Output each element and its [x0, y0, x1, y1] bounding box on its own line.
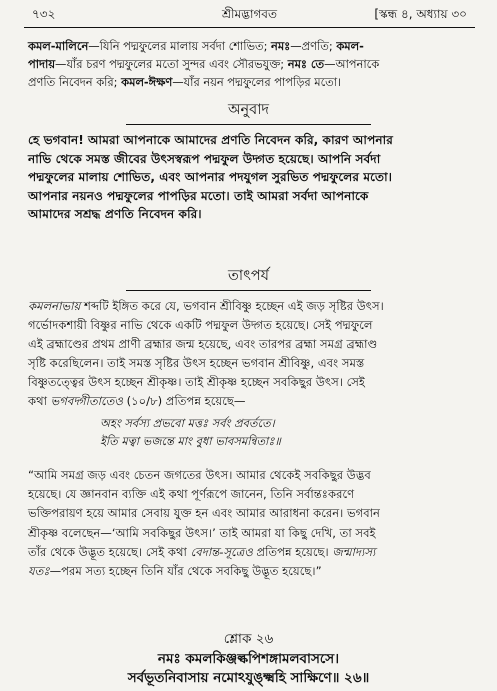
sanskrit-line: নমঃ কমলকিঞ্জল্কপিশঙ্গামলবাসসে।	[157, 651, 340, 667]
purport-text	[28, 297, 475, 411]
gloss-term: কমল-ঈক্ষণ	[121, 75, 173, 89]
scripture-title: বেদান্ত-সূত্রেও	[190, 544, 253, 559]
quote-line: “আমি সমগ্র জড় এবং চেতন জগতের উৎস। আমার থেকেই সবকিছুর উদ্ভব	[28, 468, 371, 482]
sutra-quote: জন্মাদ্যস্য	[332, 544, 376, 559]
gloss-text: প্রণতি নিবেদন করি;	[28, 75, 118, 89]
gloss-term: কমল-মালিনে	[28, 39, 89, 53]
purport-line: (১০/৮) প্রতিপন্ন হয়েছে—	[122, 394, 246, 408]
quote-line: ভক্তিপরায়ণ হয়ে আমার সেবায় যুক্ত হন এবং আমার আরাধনা করেন। ভগবান	[28, 506, 380, 521]
purport-line: শব্দটি ইঙ্গিত করে যে, ভগবান শ্রীবিষ্ণু হচ্ছেন এই জড় সৃষ্টির উৎস।	[80, 299, 384, 313]
gloss-text: —আপনাকে	[324, 57, 380, 71]
gloss-term: নমঃ	[271, 39, 291, 53]
word-meanings	[28, 37, 475, 91]
book-title: শ্রীমদ্ভাগবত	[221, 7, 277, 21]
quote-line: শ্রীকৃষ্ণ বলেছেন—‘আমি সবকিছুর উৎস।’ তাই আমরা যা কিছু দেখি, তা সবই	[28, 525, 376, 540]
purport-line: বিষ্ণুতত্ত্বের উৎস হচ্ছেন শ্রীকৃষ্ণ। তাই শ্রীকৃষ্ণ হচ্ছেন সবকিছুর উৎস। সেই	[28, 375, 365, 389]
translation-line: আমাদের সশ্রদ্ধ প্রণতি নিবেদন করি।	[28, 207, 202, 222]
translation-line: নাভি থেকে সমস্ত জীবের উৎসস্বরূপ পদ্মফুল উদ্গত হয়েছে। আপনি সর্বদা	[28, 151, 381, 166]
purport-keyword: কমলনাভায়	[28, 299, 81, 313]
gloss-term: নমঃ তে	[287, 57, 325, 71]
translation-text	[28, 131, 475, 224]
next-verse-heading: শ্লোক ২৬	[223, 631, 274, 647]
quote-line: প্রতিপন্ন হয়েছে।	[252, 544, 333, 559]
purport-line: কথা	[28, 394, 51, 408]
chapter-location: [স্কন্ধ ৪, অধ্যায় ৩০	[374, 7, 467, 21]
translation-line: হে ভগবান! আমরা আপনাকে আমাদের প্রণতি নিবেদন করি, কারণ আপনার	[28, 133, 393, 147]
quote-line: —পরম সত্য হচ্ছেন তিনি যাঁর থেকে সবকিছু উদ্ভূত হয়েছে।”	[49, 564, 322, 579]
translation-heading-underline	[126, 124, 371, 125]
scripture-title: ভগবদ্গীতাতেও	[50, 394, 123, 408]
quote-line: হয়েছে। যে জ্ঞানবান ব্যক্তি এই কথা পূর্ণরূপে জানেন, তিনি সর্বান্তঃকরণে	[28, 487, 355, 502]
verse-line: ইতি মত্বা ভজন্তে মাং বুধা ভাবসমন্বিতাঃ॥	[100, 434, 281, 448]
purport-heading: তাৎপর্য	[227, 268, 270, 284]
purport-line: গর্ভোদকশায়ী বিষ্ণুর নাভি থেকে একটি পদ্মফুল উদ্গত হয়েছে। সেই পদ্মফুলে	[28, 318, 373, 332]
gloss-text: —যাঁর নয়ন পদ্মফুলের পাপড়ির মতো।	[172, 75, 342, 89]
gloss-term: পাদায়	[28, 57, 56, 71]
header-rule	[24, 27, 475, 28]
sutra-quote: যতঃ	[28, 564, 50, 579]
next-verse-text	[0, 650, 497, 688]
page-header	[24, 6, 475, 24]
translation-line: আপনার নয়নও পদ্মফুলের পাপড়ির মতো। তাই আমরা সর্বদা আপনাকে	[28, 188, 369, 203]
gloss-text: —যাঁর চরণ পদ্মফুলের মতো সুন্দর এবং সৌরভযুক্ত;	[55, 57, 285, 71]
translation-line: পদ্মফুলের মালায় শোভিত, এবং আপনার পদযুগল সুরভিত পদ্মফুলের মতো।	[28, 170, 393, 185]
page-number: ৭৩২	[32, 7, 56, 21]
purport-heading-underline	[126, 290, 371, 291]
translation-heading: অনুবাদ	[227, 102, 270, 118]
gloss-term: কমল-	[336, 39, 364, 53]
quote-line: তাঁর থেকে উদ্ভূত হয়েছে। সেই কথা	[28, 544, 191, 559]
gloss-text: —যিনি পদ্মফুলের মালায় সর্বদা শোভিত;	[88, 39, 268, 53]
verse-translation	[28, 466, 475, 581]
sanskrit-line: সর্বভূতনিবাসায় নমোঽযুঙ্ক্ষ্মহি সাক্ষিণে॥ ২৬॥	[127, 670, 370, 686]
gloss-text: —প্রণতি;	[290, 39, 333, 53]
purport-line: এই ব্রহ্মাণ্ডের প্রথম প্রাণী ব্রহ্মার জন্ম হয়েছে, এবং তারপর ব্রহ্মা সমগ্র ব্রহ্মাণ্ড	[28, 337, 378, 351]
purport-line: সৃষ্টি করেছিলেন। তাই সমস্ত সৃষ্টির উৎস হচ্ছেন ভগবান শ্রীবিষ্ণু, এবং সমস্ত	[28, 356, 365, 370]
quoted-verse	[100, 414, 475, 450]
verse-line: অহং সর্বস্য প্রভবো মত্তঃ সর্বং প্রবর্ততে।	[100, 416, 275, 430]
